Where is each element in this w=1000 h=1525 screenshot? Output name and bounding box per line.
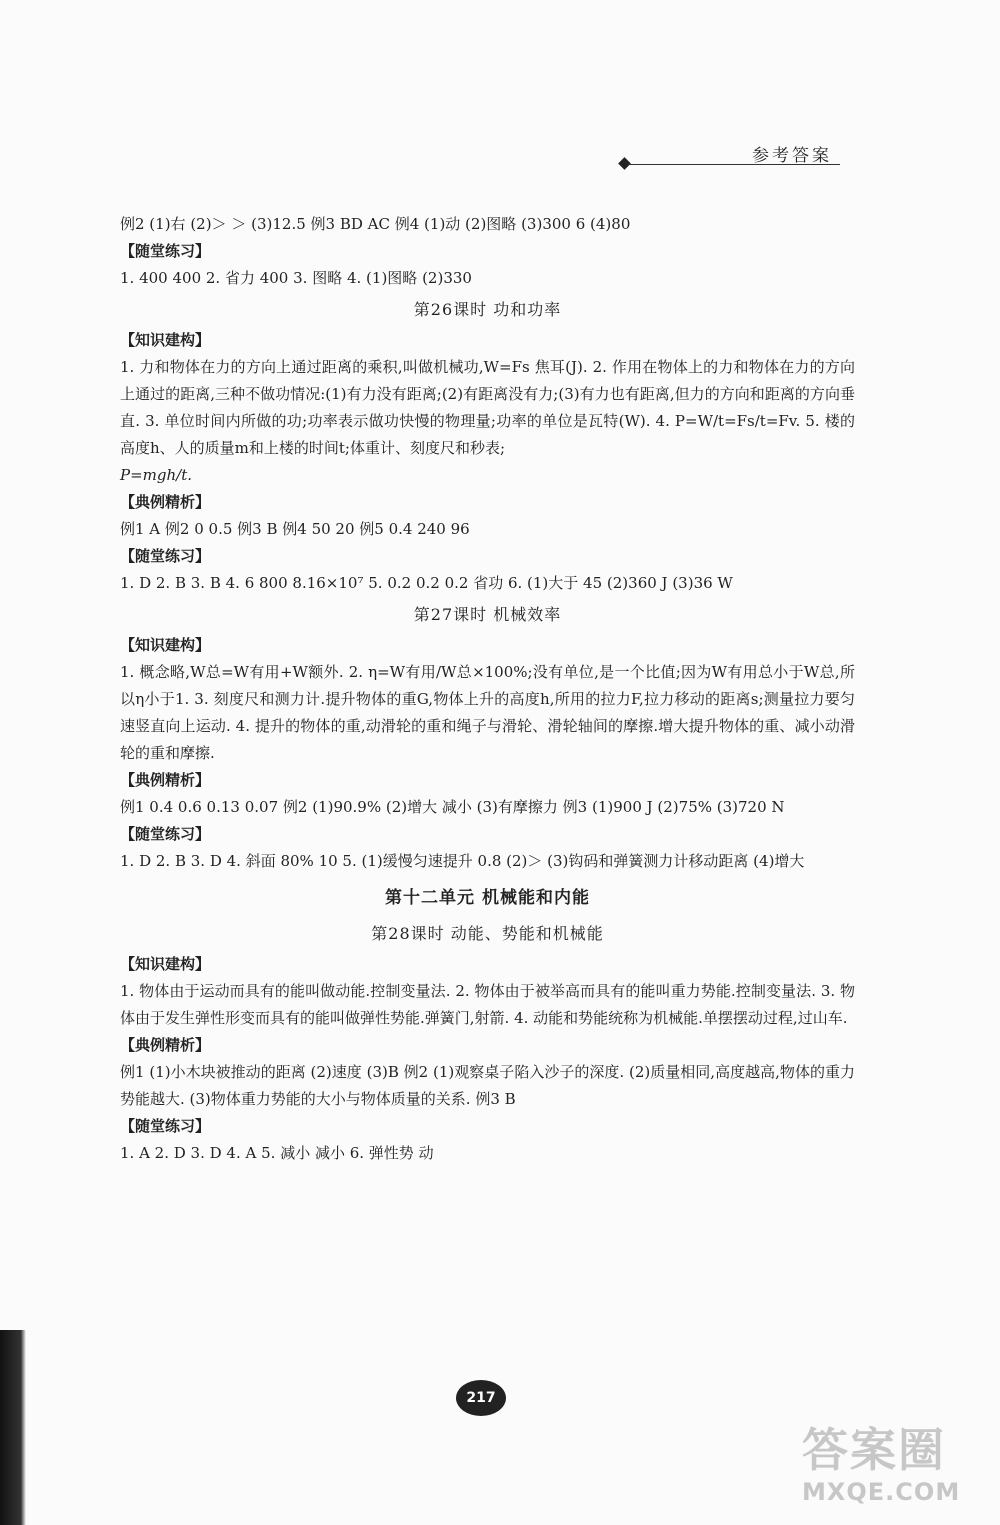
section-tag: 【知识建构】 (120, 955, 211, 973)
section-tag: 【知识建构】 (120, 331, 211, 349)
section-tag: 【典例精析】 (120, 493, 211, 511)
answer-content (120, 211, 855, 1167)
section-tag: 【典例精析】 (120, 771, 211, 789)
lesson-title: 第27课时 机械效率 (413, 605, 562, 624)
section-tag: 【随堂练习】 (120, 825, 211, 843)
answer-paragraph: 1. D 2. B 3. D 4. 斜面 80% 10 5. (1)缓慢匀速提升 0.8 (2)＞ (3)钩码和弹簧测力计移动距离 (4)增大 (120, 852, 805, 870)
answer-paragraph: 例1 0.4 0.6 0.13 0.07 例2 (1)90.9% (2)增大 减小 (3)有摩擦力 例3 (1)900 J (2)75% (3)720 N (120, 798, 785, 816)
answer-paragraph: 例1 (1)小木块被推动的距离 (2)速度 (3)B 例2 (1)观察桌子陷入沙子的深度. (2)质量相同,高度越高,物体的重力势能越大. (3)物体重力势能的大小与物体质量的关系. 例3 B (120, 1063, 855, 1108)
lesson-title: 第28课时 动能、势能和机械能 (371, 924, 604, 943)
section-tag: 【随堂练习】 (120, 242, 211, 260)
watermark (802, 1422, 1000, 1522)
page-number: 217 (456, 1380, 506, 1416)
watermark-logo: 答案圈 (802, 1423, 946, 1477)
answer-line: 例1 A 例2 0 0.5 例3 B 例4 50 20 例5 0.4 240 96 (120, 520, 470, 538)
answer-paragraph: 1. 概念略,W总=W有用+W额外. 2. η=W有用/W总×100%;没有单位,是一个比值;因为W有用总小于W总,所以η小于1. 3. 刻度尺和测力计.提升物体的重G,物体上升的高度h,所用的拉力F,拉力移动的距离s;测量拉力要匀速竖直向上运动. 4. 提升的物体的重,动滑轮的重和绳子与滑轮、滑轮轴间的摩擦.增大提升物体的重、减小动滑轮的重和摩擦. (120, 663, 855, 762)
answer-line: 1. A 2. D 3. D 4. A 5. 减小 减小 6. 弹性势 动 (120, 1144, 434, 1162)
answer-paragraph: 1. D 2. B 3. B 4. 6 800 8.16×10⁷ 5. 0.2 0.2 0.2 省功 6. (1)大于 45 (2)360 J (3)36 W (120, 574, 733, 592)
formula-line: P=mgh/t. (120, 466, 192, 484)
answer-line: 1. 400 400 2. 省力 400 3. 图略 4. (1)图略 (2)330 (120, 269, 472, 287)
answer-paragraph: 1. 力和物体在力的方向上通过距离的乘积,叫做机械功,W=Fs 焦耳(J). 2. 作用在物体上的力和物体在力的方向上通过的距离,三种不做功情况:(1)有力没有距离;(2)有距离没有力;(3)有力也有距离,但力的方向和距离的方向垂直. 3. 单位时间内所做的功;功率表示做功快慢的物理量;功率的单位是瓦特(W). 4. P=W/t=Fs/t=Fv. 5. 楼的高度h、人的质量m和上楼的时间t;体重计、刻度尺和秒表; (120, 358, 855, 457)
section-tag: 【知识建构】 (120, 636, 211, 654)
section-tag: 【典例精析】 (120, 1036, 211, 1054)
answer-paragraph: 1. 物体由于运动而具有的能叫做动能.控制变量法. 2. 物体由于被举高而具有的能叫重力势能.控制变量法. 3. 物体由于发生弹性形变而具有的能叫做弹性势能.弹簧门,射箭. 4. 动能和势能统称为机械能.单摆摆动过程,过山车. (120, 982, 855, 1027)
section-tag: 【随堂练习】 (120, 547, 211, 565)
watermark-url: MXQE.COM (802, 1478, 961, 1506)
answer-line: 例2 (1)右 (2)＞ ＞ (3)12.5 例3 BD AC 例4 (1)动 (2)图略 (3)300 6 (4)80 (120, 215, 631, 233)
unit-title: 第十二单元 机械能和内能 (385, 888, 590, 908)
page-edge-mark (0, 1330, 26, 1525)
section-header: 参考答案 (752, 146, 832, 166)
lesson-title: 第26课时 功和功率 (413, 300, 562, 319)
section-tag: 【随堂练习】 (120, 1117, 211, 1135)
header-rule (628, 164, 840, 165)
